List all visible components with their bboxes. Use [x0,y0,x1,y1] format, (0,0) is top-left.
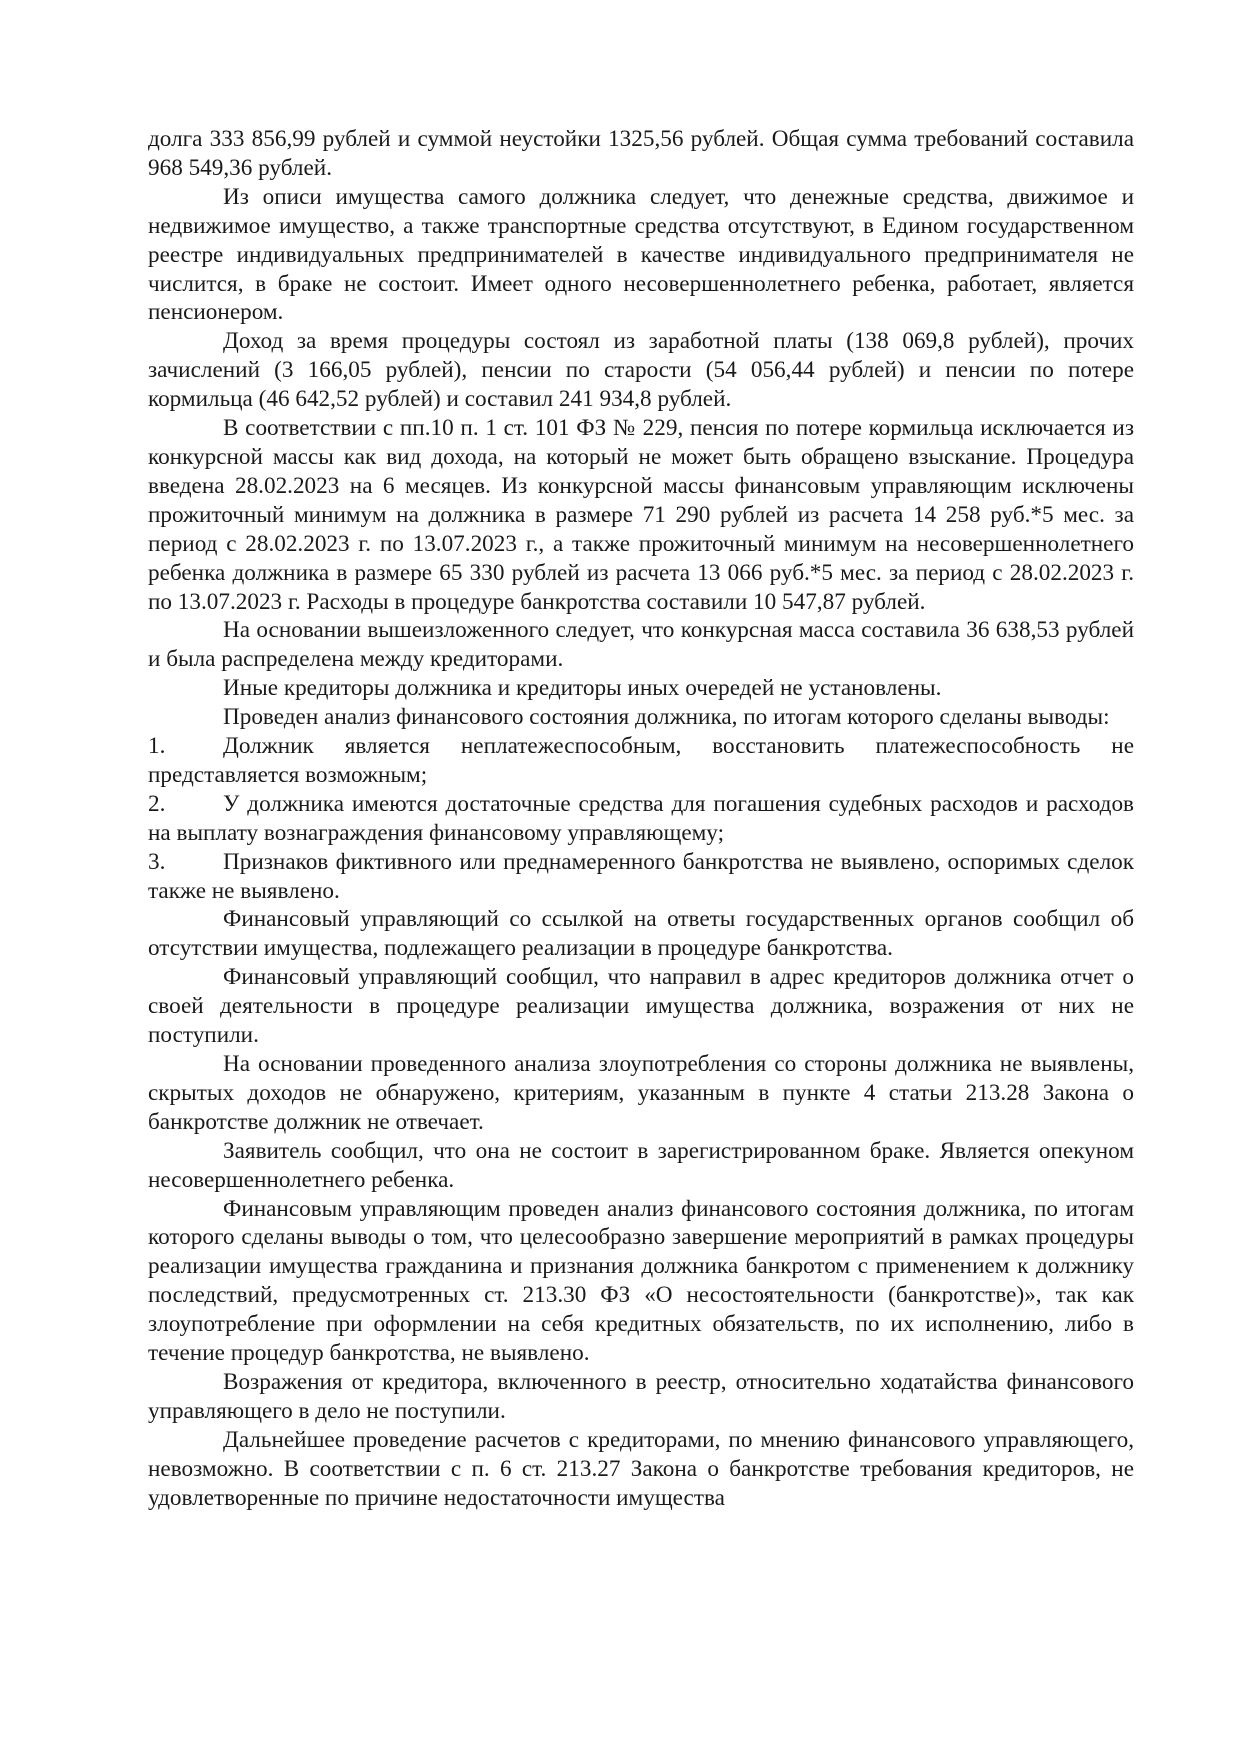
list-item-number: 3. [148,848,166,875]
paragraph-no-objections: Возражения от кредитора, включенного в реестр, относительно ходатайства финансового управляющего в дело не поступили. [148,1368,1134,1424]
paragraph-report-sent: Финансовый управляющий сообщил, что направил в адрес кредиторов должника отчет о своей деятельности в процедуре реализации имущества должника, возражения от них не поступили. [148,964,1134,1049]
list-item-number: 2. [148,790,166,817]
paragraph-property-inventory: Из описи имущества самого должника следует, что денежные средства, движимое и недвижимое имущество, а также транспортные средства отсутствуют, в Едином государственном реестре индивидуальных предпринимателей в качестве индивидуального предпринимателя не числится, в браке не состоит. Имеет одного несовершеннолетнего ребенка, работает, является пенсионером. [148,183,1134,326]
list-item-text: У должника имеются достаточные средства для погашения судебных расходов и расходов на выплату вознаграждения финансовому управляющему; [148,790,1134,846]
paragraph-debt-total: долга 333 856,99 рублей и суммой неустойки 1325,56 рублей. Общая сумма требований составила 968 549,36 рублей. [148,126,1134,181]
list-item-text: Признаков фиктивного или преднамеренного банкротства не выявлено, оспоримых сделок также не выявлено. [148,848,1134,904]
paragraph-settlements-impossible: Дальнейшее проведение расчетов с кредиторами, по мнению финансового управляющего, невозможно. В соответствии с п. 6 ст. 213.27 Закона о банкротстве требования кредиторов, не удовлетворенные по причине недостаточности имущества [148,1426,1134,1511]
paragraph-financial-analysis: Проведен анализ финансового состояния должника, по итогам которого сделаны выводы: [223,704,1110,731]
paragraph-applicant-status: Заявитель сообщил, что она не состоит в зарегистрированном браке. Является опекуном несовершеннолетнего ребенка. [148,1137,1134,1193]
document-body [148,125,1134,1513]
list-item [148,790,1134,848]
list-item-text: Должник является неплатежеспособным, восстановить платежеспособность не представляется возможным; [148,733,1134,788]
list-item [148,848,1134,906]
paragraph-exclusions: В соответствии с пп.10 п. 1 ст. 101 ФЗ № 229, пенсия по потере кормильца исключается из конкурсной массы как вид дохода, на который не может быть обращено взыскание. Процедура введена 28.02.2023 на 6 месяцев. Из конкурсной массы финансовым управляющим исключены прожиточный минимум на должника в размере 71 290 рублей из расчета 14 258 руб.*5 мес. за период с 28.02.2023 г. по 13.07.2023 г., а также прожиточный минимум на несовершеннолетнего ребенка должника в размере 65 330 рублей из расчета 13 066 руб.*5 мес. за период с 28.02.2023 г. по 13.07.2023 г. Расходы в процедуре банкротства составили 10 547,87 рублей. [148,415,1134,615]
paragraph-no-abuse: На основании проведенного анализа злоупотребления со стороны должника не выявлены, скрытых доходов не обнаружено, критериям, указанным в пункте 4 статьи 213.28 Закона о банкротстве должник не отвечает. [148,1051,1134,1135]
paragraph-other-creditors: Иные кредиторы должника и кредиторы иных очередей не установлены. [223,675,942,702]
paragraph-manager-conclusion: Финансовым управляющим проведен анализ финансового состояния должника, по итогам которого сделаны выводы о том, что целесообразно завершение мероприятий в рамках процедуры реализации имущества гражданина и признания должника банкротом с применением к должнику последствий, предусмотренных ст. 213.30 ФЗ «О несостоятельности (банкротстве)», так как злоупотребление при оформлении на себя кредитных обязательств, по их исполнению, либо в течение процедур банкротства, не выявлено. [148,1195,1134,1367]
list-item-number: 1. [148,733,166,760]
list-item [148,732,1134,790]
paragraph-no-property: Финансовый управляющий со ссылкой на ответы государственных органов сообщил об отсутствии имущества, подлежащего реализации в процедуре банкротства. [148,906,1134,962]
paragraph-bankruptcy-estate: На основании вышеизложенного следует, что конкурсная масса составила 36 638,53 рублей и была распределена между кредиторами. [148,617,1134,673]
paragraph-income: Доход за время процедуры состоял из заработной платы (138 069,8 рублей), прочих зачислений (3 166,05 рублей), пенсии по старости (54 056,44 рублей) и пенсии по потере кормильца (46 642,52 рублей) и составил 241 934,8 рублей. [148,328,1134,413]
